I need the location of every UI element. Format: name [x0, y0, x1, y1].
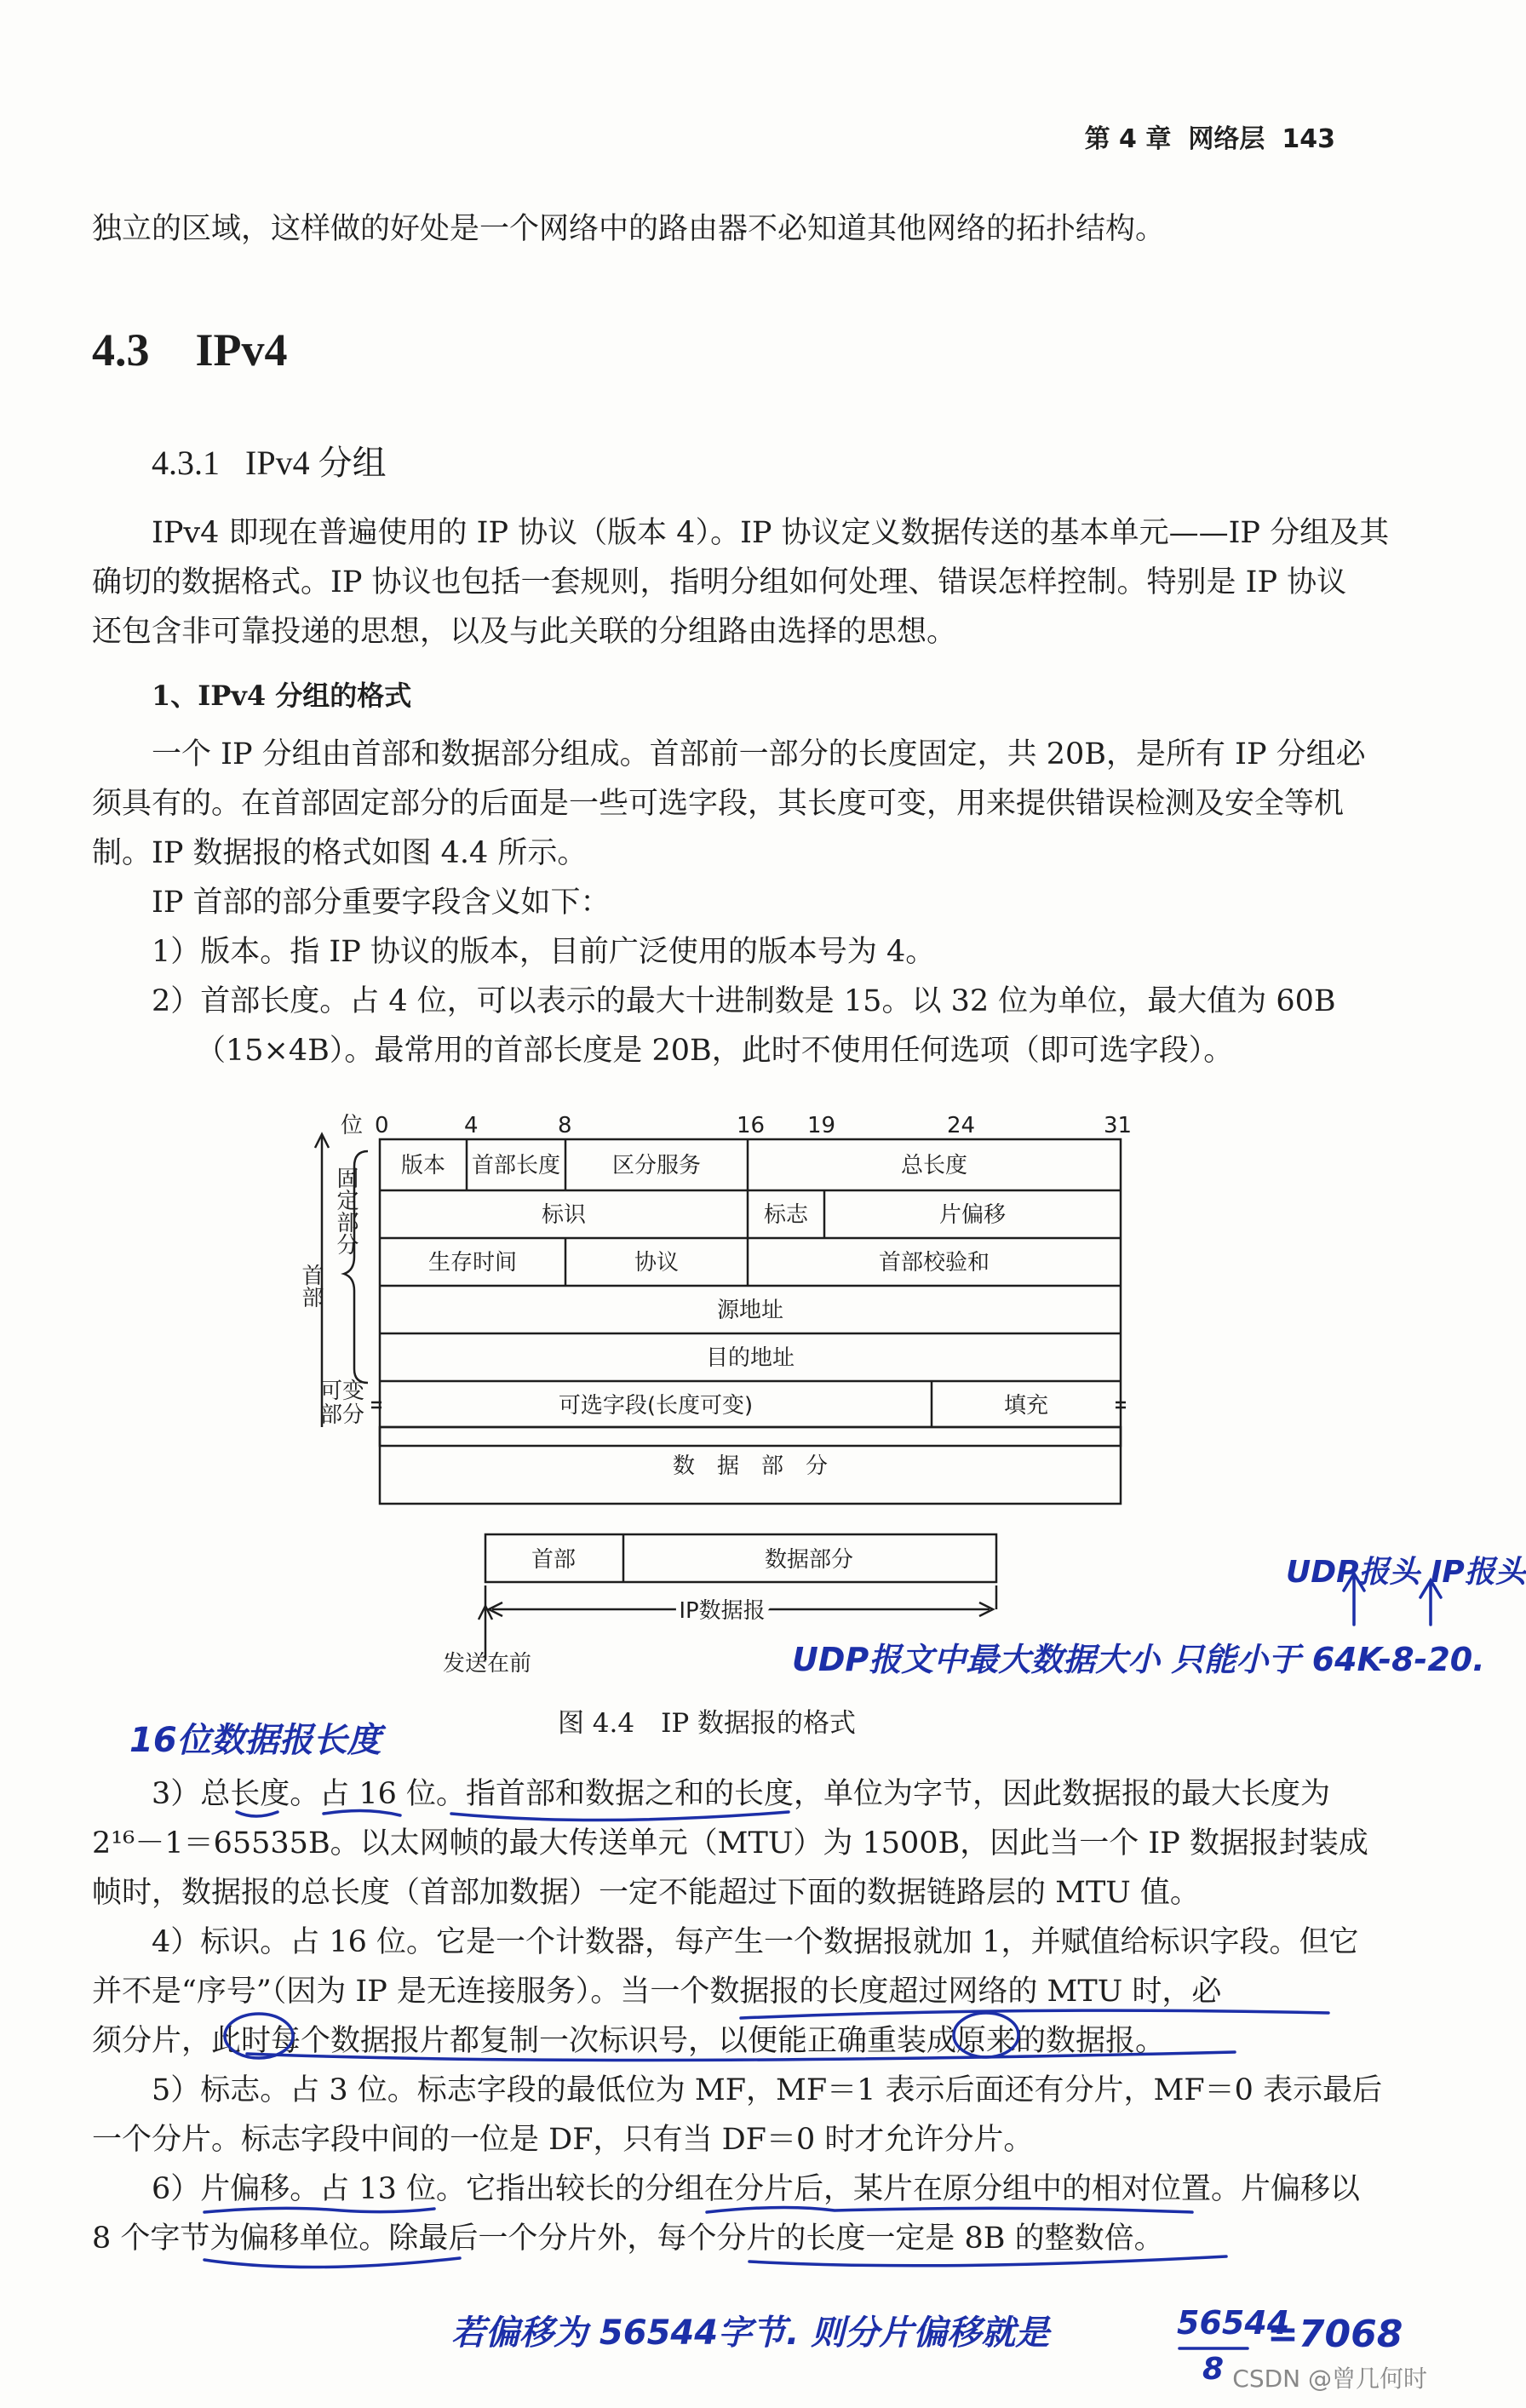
subsection-heading: [152, 436, 387, 484]
text-line: 8 个字节为偏移单位。除最后一个分片外，每个分片的长度一定是 8B 的整数倍。: [92, 2222, 1164, 2256]
text-line: 2）首部长度。占 4 位，可以表示的最大十进制数是 15。以 32 位为单位，最大值为 60B: [152, 984, 1336, 1018]
datagram-data-label: 数据部分: [764, 1547, 854, 1573]
handwritten-note-udp-header: UDP报头 IP报头: [1286, 1555, 1526, 1590]
text-line: 须具有的。在首部固定部分的后面是一些可选字段，其长度可变，用来提供错误检测及安全等机: [92, 787, 1345, 821]
paragraph-ipv4-intro: [92, 508, 1390, 656]
send-first-label: 发送在前: [442, 1651, 532, 1677]
field-diffserv: 区分服务: [611, 1153, 702, 1178]
text-line: 独立的区域，这样做的好处是一个网络中的路由器不必知道其他网络的拓扑结构。: [92, 212, 1166, 246]
bit-tick: 24: [947, 1113, 976, 1138]
field-ttl: 生存时间: [427, 1250, 518, 1276]
bit-tick: 31: [1104, 1113, 1133, 1138]
datagram-header-label: 首部: [531, 1547, 577, 1573]
text-line: 1）版本。指 IP 协议的版本，目前广泛使用的版本号为 4。: [152, 935, 936, 969]
bit-label: 位: [341, 1113, 364, 1138]
text-line: 3）总长度。占 16 位。指首部和数据之和的长度，单位为字节，因此数据报的最大长度为: [152, 1777, 1331, 1811]
bit-tick: 16: [737, 1113, 766, 1138]
side-label-fixed: 固定部分: [333, 1167, 359, 1255]
text-line: 2¹⁶－1＝65535B。以太网帧的最大传送单元（MTU）为 1500B，因此当一个 IP 数据报封装成: [92, 1826, 1368, 1860]
chapter-label: 第 4 章: [1084, 124, 1172, 154]
text-line: 并不是“序号”（因为 IP 是无连接服务）。当一个数据报的长度超过网络的 MTU 时，必: [92, 1975, 1222, 2009]
field-header-length: 首部长度: [471, 1153, 561, 1178]
section-heading: [92, 324, 288, 376]
handwritten-fraction-denominator: 8: [1202, 2352, 1225, 2387]
field-protocol: 协议: [634, 1250, 680, 1276]
field-source-address: 源地址: [716, 1298, 784, 1323]
text-line: 须分片，此时每个数据报片都复制一次标识号，以便能正确重装成原来的数据报。: [92, 2024, 1166, 2058]
field-options: 可选字段(长度可变): [558, 1393, 754, 1419]
text-line: （15×4B）。最常用的首部长度是 20B，此时不使用任何选项（即可选字段）。: [196, 1034, 1234, 1068]
page-number: 143: [1282, 124, 1335, 154]
text-line: 制。IP 数据报的格式如图 4.4 所示。: [92, 836, 588, 870]
side-label-variable: 部分: [319, 1402, 365, 1428]
field-checksum: 首部校验和: [878, 1250, 990, 1276]
text-line: 确切的数据格式。IP 协议也包括一套规则，指明分组如何处理、错误怎样控制。特别是 IP 协议: [92, 565, 1347, 599]
handwritten-result: =7068: [1267, 2313, 1403, 2356]
paragraph-format: [92, 730, 1366, 1075]
text-line: 5）标志。占 3 位。标志字段的最低位为 MF，MF＝1 表示后面还有分片，MF＝0 表示最后: [152, 2073, 1383, 2107]
field-fragment-offset: 片偏移: [938, 1202, 1007, 1228]
field-padding: 填充: [1003, 1393, 1049, 1419]
side-label-variable: 可变: [319, 1379, 365, 1404]
text-line: 还包含非可靠投递的思想，以及与此关联的分组路由选择的思想。: [92, 615, 957, 649]
section-number: 4.3: [92, 324, 150, 376]
text-line: 一个分片。标志字段中间的一位是 DF，只有当 DF＝0 时才允许分片。: [92, 2123, 1034, 2157]
item-heading: 1、IPv4 分组的格式: [152, 679, 412, 712]
field-total-length: 总长度: [900, 1153, 968, 1178]
handwritten-note-udp-max: UDP报文中最大数据大小 只能小于 64K-8-20.: [792, 1641, 1485, 1678]
bit-tick: 4: [464, 1113, 479, 1138]
handwritten-fraction-numerator: 56544: [1177, 2304, 1290, 2342]
bit-tick: 19: [807, 1113, 836, 1138]
text-line: IPv4 即现在普遍使用的 IP 协议（版本 4）。IP 协议定义数据传送的基本单元——IP 分组及其: [152, 516, 1390, 550]
subsection-title: IPv4 分组: [245, 444, 387, 482]
field-version: 版本: [400, 1153, 446, 1178]
field-flags: 标志: [763, 1202, 809, 1228]
chapter-title: 网络层: [1188, 124, 1265, 154]
watermark: CSDN @曾几何时: [1232, 2365, 1427, 2393]
section-title: IPv4: [195, 324, 288, 376]
data-part-label: 数 据 部 分: [672, 1453, 829, 1479]
handwritten-note-offset: 若偏移为 56544字节. 则分片偏移就是: [451, 2313, 1050, 2353]
bit-tick: 8: [558, 1113, 572, 1138]
field-identification: 标识: [541, 1202, 587, 1228]
datagram-label: IP数据报: [679, 1598, 766, 1624]
handwritten-note-16bit: 16位数据报长度: [129, 1721, 382, 1760]
intro-paragraph: [92, 204, 1345, 254]
side-label-header: 首部: [298, 1264, 324, 1308]
running-head: [1068, 118, 1335, 155]
text-line: 一个 IP 分组由首部和数据部分组成。首部前一部分的长度固定，共 20B，是所有 IP 分组必: [152, 737, 1366, 771]
ip-datagram-figure: [0, 1098, 1461, 1694]
text-line: 4）标识。占 16 位。它是一个计数器，每产生一个数据报就加 1，并赋值给标识字段。但它: [152, 1925, 1359, 1959]
subsection-number: 4.3.1: [152, 444, 220, 482]
text-line: IP 首部的部分重要字段含义如下：: [152, 886, 611, 920]
text-line: 帧时，数据报的总长度（首部加数据）一定不能超过下面的数据链路层的 MTU 值。: [92, 1876, 1200, 1910]
text-line: 6）片偏移。占 13 位。它指出较长的分组在分片后，某片在原分组中的相对位置。片偏移以: [152, 2172, 1361, 2206]
field-destination-address: 目的地址: [705, 1345, 795, 1371]
bit-tick: 0: [375, 1113, 389, 1138]
field-descriptions: [92, 1769, 1383, 2263]
figure-caption: 图 4.4 IP 数据报的格式: [557, 1708, 857, 1739]
